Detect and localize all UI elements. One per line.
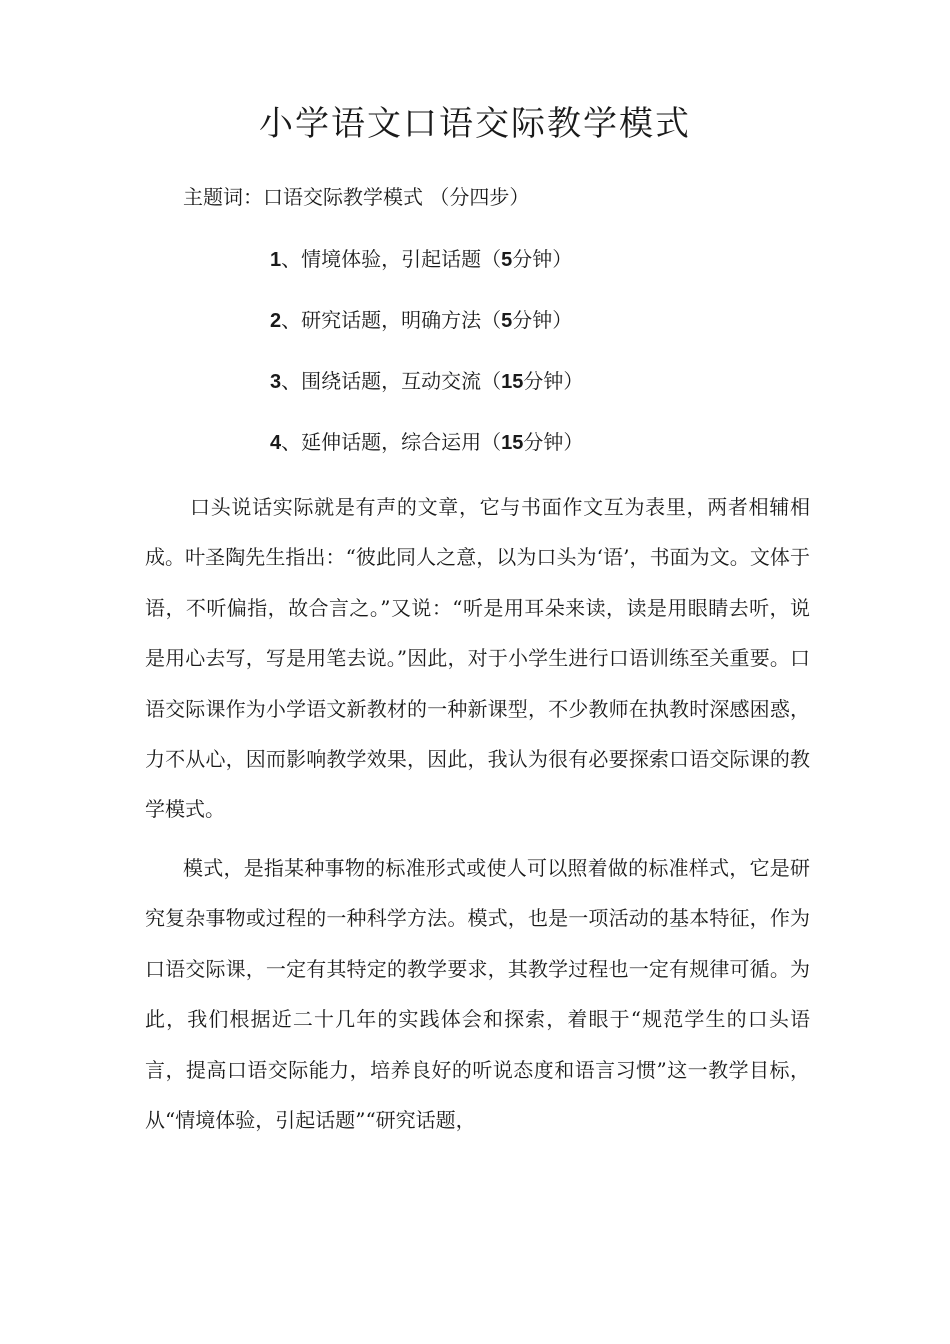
step-text: 、研究话题，明确方法（ — [281, 308, 502, 332]
step-number: 3 — [270, 371, 282, 393]
step-number: 2 — [270, 310, 282, 332]
step-minutes: 5 — [501, 249, 513, 271]
body-paragraph: 模式，是指某种事物的标准形式或使人可以照着做的标准样式，它是研究复杂事物或过程的一种科学方法。模式，也是一项活动的基本特征，作为口语交际课，一定有其特定的教学要求，其教学过程也一定有规律可循。为此，我们根据近二十几年的实践体会和探索，着眼于“规范学生的口头语言，提高口语交际能力，培养良好的听说态度和语言习惯”这一教学目标，从“情境体验，引起话题”“研究话题， — [145, 856, 810, 1133]
document-title: 小学语文口语交际教学模式 — [259, 104, 691, 144]
step-list — [270, 242, 583, 486]
step-minutes: 15 — [501, 371, 524, 393]
step-text: 、延伸话题，综合运用（ — [281, 430, 502, 454]
step-item — [270, 242, 583, 303]
step-minutes: 5 — [501, 310, 513, 332]
step-item — [270, 303, 583, 364]
step-text: 、情境体验，引起话题（ — [281, 247, 502, 271]
step-item — [270, 364, 583, 425]
keywords-line: 主题词：口语交际教学模式 （分四步） — [183, 185, 530, 209]
step-unit: 分钟） — [523, 430, 584, 454]
body-paragraph: 口头说话实际就是有声的文章，它与书面作文互为表里，两者相辅相成。叶圣陶先生指出：“彼此同人之意，以为口头为‘语’，书面为文。文体于语，不听偏指，故合言之。”又说：“听是用耳朵来读，读是用眼睛去听，说是用心去写，写是用笔去说。”因此，对于小学生进行口语训练至关重要。口语交际课作为小学语文新教材的一种新课型，不少教师在执教时深感困惑，力不从心，因而影响教学效果，因此，我认为很有必要探索口语交际课的教学模式。 — [145, 495, 810, 822]
step-item — [270, 425, 583, 486]
step-number: 4 — [270, 432, 282, 454]
step-unit: 分钟） — [523, 369, 584, 393]
step-text: 、围绕话题，互动交流（ — [281, 369, 502, 393]
step-unit: 分钟） — [512, 247, 573, 271]
step-unit: 分钟） — [512, 308, 573, 332]
step-minutes: 15 — [501, 432, 524, 454]
step-number: 1 — [270, 249, 282, 271]
